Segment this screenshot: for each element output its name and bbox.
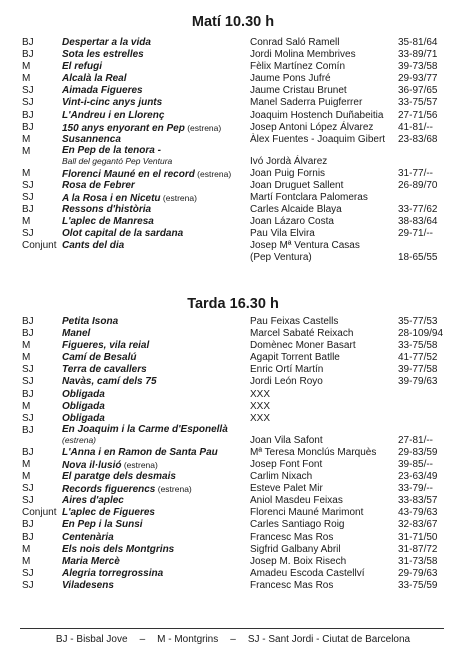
sardana-title-text: Rosa de Febrer bbox=[62, 179, 135, 191]
group-code: BJ bbox=[22, 519, 34, 531]
sardana-title bbox=[62, 97, 162, 109]
afternoon-section-title: Tarda 16.30 h bbox=[187, 296, 279, 312]
tirada-code: 39-77/58 bbox=[398, 364, 438, 376]
tirada-code: 39-79/63 bbox=[398, 376, 438, 388]
tirada-code: 32-83/67 bbox=[398, 519, 438, 531]
composer-name-text: XXX bbox=[250, 388, 271, 400]
premiere-note: (estrena) bbox=[194, 168, 232, 179]
tirada-code: 29-83/59 bbox=[398, 446, 438, 458]
program-row bbox=[0, 483, 466, 495]
composer-name-text: Josep Font Font bbox=[250, 458, 323, 470]
sardana-title bbox=[62, 328, 90, 340]
program-row bbox=[0, 316, 466, 328]
footer-legend-item: BJ - Bisbal Jove bbox=[55, 634, 128, 645]
composer-name-text: Joan Lázaro Costa bbox=[250, 216, 334, 228]
composer-name bbox=[250, 216, 334, 228]
program-row bbox=[0, 168, 466, 180]
group-code: BJ bbox=[22, 446, 34, 458]
group-code: BJ bbox=[22, 316, 34, 327]
group-code: SJ bbox=[22, 179, 34, 191]
group-code: SJ bbox=[22, 85, 34, 97]
composer-name-text: XXX bbox=[250, 412, 271, 424]
composer-name bbox=[250, 122, 373, 134]
premiere-note: (estrena) bbox=[121, 459, 158, 470]
program-row bbox=[0, 192, 466, 204]
program-row bbox=[0, 122, 466, 134]
tirada-code: 33-77/62 bbox=[398, 204, 438, 216]
composer-name-text: Manel Saderra Puigferrer bbox=[250, 97, 363, 109]
group-code: BJ bbox=[22, 424, 34, 436]
sardana-title-text: Despertar a la vida bbox=[62, 37, 151, 48]
group-code: M bbox=[22, 352, 31, 364]
group-code: M bbox=[22, 216, 31, 228]
sardana-title-text: Terra de cavallers bbox=[62, 364, 147, 376]
sardana-title-text: El paratge dels desmais bbox=[62, 471, 176, 483]
group-code: M bbox=[22, 133, 31, 145]
sardana-title-line2: (estrena) bbox=[62, 434, 97, 445]
composer-name-text: Joan Vila Safont bbox=[250, 434, 323, 446]
sardana-title bbox=[62, 228, 183, 240]
composer-name-text: Carlim Nixach bbox=[250, 471, 313, 483]
premiere-note: (estrena) bbox=[160, 193, 197, 204]
sardana-title bbox=[62, 425, 228, 445]
sardana-title-text: Manel bbox=[62, 328, 91, 340]
composer-name-text: Carles Santiago Roig bbox=[250, 519, 345, 531]
composer-name-text: Jaume Pons Jufré bbox=[250, 73, 331, 85]
group-code: SJ bbox=[22, 412, 34, 424]
group-code: Conjunt bbox=[22, 240, 57, 252]
premiere-note: (estrena) bbox=[184, 122, 222, 133]
program-row bbox=[0, 328, 466, 340]
tirada-code: 31-87/72 bbox=[398, 543, 438, 555]
composer-name-text: Pau Vila Elvira bbox=[250, 228, 315, 240]
composer-name bbox=[250, 180, 343, 192]
sardana-title-text: El refugi bbox=[62, 61, 103, 73]
tirada-code: 35-81/64 bbox=[398, 37, 438, 48]
composer-name-text: Josep Mª Ventura Casas bbox=[250, 240, 360, 252]
composer-name bbox=[250, 459, 322, 471]
sardana-title-text: En Pep de la tenora - bbox=[62, 144, 161, 156]
group-code: M bbox=[22, 400, 31, 412]
sardana-title-text: Els nois dels Montgrins bbox=[62, 543, 175, 555]
composer-name-text: Francesc Mas Ros bbox=[250, 531, 334, 543]
sardana-title-text: Sota les estrelles bbox=[62, 49, 144, 61]
program-row bbox=[0, 49, 466, 61]
sardana-title-text: Obligada bbox=[62, 412, 105, 424]
tirada-code: 31-77/-- bbox=[398, 167, 434, 179]
footer-separator: – bbox=[230, 634, 236, 645]
program-row bbox=[0, 216, 466, 228]
composer-name bbox=[250, 328, 353, 340]
composer-name bbox=[250, 532, 333, 544]
sardana-title-text: Aimada Figueres bbox=[62, 85, 143, 97]
composer-name-text: Joan Druguet Sallent bbox=[250, 179, 344, 191]
sardana-title-text: A la Rosa i en Nicetu bbox=[62, 193, 161, 205]
tirada-code: 33-75/58 bbox=[398, 340, 438, 352]
sardana-title bbox=[62, 146, 172, 166]
sardana-title bbox=[62, 180, 135, 192]
tirada-code: 18-65/55 bbox=[398, 252, 438, 264]
program-row bbox=[0, 580, 466, 592]
tirada-code: 41-77/52 bbox=[398, 352, 438, 364]
afternoon-program-list bbox=[0, 316, 466, 592]
sardana-title bbox=[62, 532, 114, 544]
sardana-title-text: L'Anna i en Ramon de Santa Pau bbox=[62, 446, 218, 458]
sardana-title bbox=[62, 471, 176, 483]
sardana-title-text: Obligada bbox=[62, 388, 105, 400]
program-row bbox=[0, 340, 466, 352]
sardana-title bbox=[62, 568, 163, 580]
composer-name-text: XXX bbox=[250, 400, 271, 412]
composer-name bbox=[250, 376, 323, 388]
composer-name bbox=[250, 316, 338, 328]
sardana-title bbox=[62, 580, 114, 592]
sardana-title-text: L'aplec de Manresa bbox=[62, 216, 154, 228]
composer-name bbox=[250, 471, 312, 483]
tirada-code: 27-71/56 bbox=[398, 109, 438, 121]
composer-name bbox=[250, 192, 368, 204]
group-code: M bbox=[22, 61, 31, 73]
group-code: SJ bbox=[22, 364, 34, 376]
tirada-code: 23-83/68 bbox=[398, 133, 438, 145]
composer-name-text: Enric Ortí Martín bbox=[250, 364, 324, 376]
program-row bbox=[0, 85, 466, 97]
tirada-code: 33-89/71 bbox=[398, 49, 438, 61]
composer-name bbox=[250, 435, 323, 447]
tirada-code: 28-109/94 bbox=[398, 328, 444, 340]
composer-name-text: Martí Fontclara Palomeras bbox=[250, 192, 368, 204]
tirada-code: 35-77/53 bbox=[398, 316, 438, 327]
sardana-title bbox=[62, 240, 124, 252]
group-code: BJ bbox=[22, 49, 34, 61]
program-row bbox=[0, 544, 466, 556]
composer-name bbox=[250, 483, 323, 495]
composer-name-text: Jaume Cristau Brunet bbox=[250, 85, 347, 97]
composer-name-text: Joan Puig Fornis bbox=[250, 167, 326, 179]
program-row bbox=[0, 532, 466, 544]
composer-name-text: Carles Alcaide Blaya bbox=[250, 204, 342, 216]
group-code: SJ bbox=[22, 376, 34, 388]
composer-name bbox=[250, 37, 340, 49]
program-row bbox=[0, 556, 466, 568]
sardana-title bbox=[62, 389, 105, 401]
tirada-code: 38-83/64 bbox=[398, 216, 438, 228]
sardana-title bbox=[62, 49, 144, 61]
sardana-title-text: Olot capital de la sardana bbox=[62, 228, 184, 240]
sardana-title bbox=[62, 495, 124, 507]
group-code: SJ bbox=[22, 483, 34, 495]
tirada-code: 33-75/59 bbox=[398, 579, 438, 591]
program-row bbox=[0, 204, 466, 216]
composer-name bbox=[250, 413, 270, 425]
composer-name-text: Josep Antoni López Álvarez bbox=[250, 121, 374, 133]
sardana-title bbox=[62, 376, 157, 388]
program-row bbox=[0, 519, 466, 531]
tirada-code: 33-79/-- bbox=[398, 483, 434, 495]
tirada-code: 33-75/57 bbox=[398, 97, 438, 109]
composer-name bbox=[250, 168, 325, 180]
tirada-code: 27-81/-- bbox=[398, 434, 434, 446]
composer-name bbox=[250, 340, 356, 352]
group-code: BJ bbox=[22, 109, 34, 121]
composer-name bbox=[250, 544, 341, 556]
sardana-title bbox=[62, 37, 151, 49]
program-row bbox=[0, 37, 466, 49]
group-code: SJ bbox=[22, 228, 34, 240]
group-code: M bbox=[22, 471, 31, 483]
composer-name bbox=[250, 156, 327, 168]
sardana-title bbox=[62, 507, 155, 519]
program-row bbox=[0, 376, 466, 388]
composer-name bbox=[250, 568, 365, 580]
group-code: M bbox=[22, 145, 31, 157]
program-row bbox=[0, 459, 466, 471]
sardana-title-text: L'Andreu i en Llorenç bbox=[62, 109, 165, 121]
group-code: BJ bbox=[22, 388, 34, 400]
composer-name bbox=[250, 110, 383, 122]
program-row bbox=[0, 61, 466, 73]
group-code: BJ bbox=[22, 328, 34, 340]
group-code: SJ bbox=[22, 579, 34, 591]
composer-name-text: Domènec Moner Basart bbox=[250, 340, 356, 352]
program-row bbox=[0, 73, 466, 85]
group-code: Conjunt bbox=[22, 507, 57, 519]
group-code: M bbox=[22, 458, 31, 470]
sardana-title-text: 150 anys enyorant en Pep bbox=[62, 122, 185, 134]
sardana-title-text: L'aplec de Figueres bbox=[62, 507, 155, 519]
composer-name-text: Amadeu Escoda Castellví bbox=[250, 567, 365, 579]
tirada-code: 29-93/77 bbox=[398, 73, 438, 85]
composer-name-text: Jordi Molina Membrives bbox=[250, 49, 356, 61]
sardana-title-text: Centenària bbox=[62, 531, 114, 543]
tirada-code: 29-79/63 bbox=[398, 567, 438, 579]
program-row bbox=[0, 110, 466, 122]
group-code: SJ bbox=[22, 567, 34, 579]
composer-name bbox=[250, 49, 356, 61]
composer-name-text: Esteve Palet Mir bbox=[250, 483, 323, 495]
composer-name-text: Fèlix Martínez Comín bbox=[250, 61, 346, 73]
sardana-title bbox=[62, 316, 118, 328]
composer-name-text: Ivó Jordà Álvarez bbox=[250, 155, 328, 167]
group-code: SJ bbox=[22, 495, 34, 507]
premiere-note: (estrena) bbox=[155, 484, 192, 495]
sardana-title bbox=[62, 544, 174, 556]
composer-name-text: Sigfrid Galbany Abril bbox=[250, 543, 341, 555]
composer-name bbox=[250, 134, 385, 146]
group-code: BJ bbox=[22, 531, 34, 543]
composer-name bbox=[250, 401, 270, 413]
composer-name-text: Joaquim Hostench Duñabeitia bbox=[250, 109, 384, 121]
composer-name-text: Aniol Masdeu Feixas bbox=[250, 495, 343, 507]
sardana-title-text: Nova il·lusió bbox=[62, 459, 122, 471]
program-row bbox=[0, 352, 466, 364]
sardana-title-text: Vint-i-cinc anys junts bbox=[62, 97, 163, 109]
footer-legend-item: M - Montgrins bbox=[157, 634, 219, 645]
composer-name-text: Agapit Torrent Batlle bbox=[250, 352, 340, 364]
sardana-title-text: Navàs, camí dels 75 bbox=[62, 376, 157, 388]
tirada-code: 43-79/63 bbox=[398, 507, 438, 519]
sardana-title-text: Alcalà la Real bbox=[62, 73, 127, 85]
group-code: M bbox=[22, 555, 31, 567]
sardana-title-text: Alegria torregrossina bbox=[62, 567, 164, 579]
program-row bbox=[0, 568, 466, 580]
composer-name bbox=[250, 240, 360, 264]
group-code: BJ bbox=[22, 37, 34, 48]
tirada-code: 33-83/57 bbox=[398, 495, 438, 507]
composer-name-text: Conrad Saló Ramell bbox=[250, 37, 340, 48]
composer-name-text: Jordi León Royo bbox=[250, 376, 323, 388]
composer-name-text: Àlex Fuentes - Joaquim Gibert bbox=[250, 133, 386, 145]
sardana-title bbox=[62, 401, 105, 413]
sardana-title-line2: Ball del gegantó Pep Ventura bbox=[62, 155, 173, 166]
program-row bbox=[0, 228, 466, 240]
program-row bbox=[0, 447, 466, 459]
composer-name-text: Josep M. Boix Risech bbox=[250, 555, 347, 567]
sardana-title bbox=[62, 364, 147, 376]
footer-divider bbox=[20, 628, 444, 629]
composer-name bbox=[250, 507, 363, 519]
sardana-title-text: Camí de Besalú bbox=[62, 352, 137, 364]
tirada-code: 31-73/58 bbox=[398, 555, 438, 567]
program-row bbox=[0, 471, 466, 483]
program-row bbox=[0, 495, 466, 507]
composer-name-text: Pau Feixas Castells bbox=[250, 316, 339, 327]
sardana-title bbox=[62, 110, 164, 122]
sardana-title bbox=[62, 340, 149, 352]
program-row bbox=[0, 146, 466, 168]
program-row bbox=[0, 401, 466, 413]
sardana-title bbox=[62, 216, 154, 228]
program-row bbox=[0, 180, 466, 192]
group-code: M bbox=[22, 543, 31, 555]
tirada-code: 36-97/65 bbox=[398, 85, 438, 97]
tirada-code: 39-85/-- bbox=[398, 458, 434, 470]
composer-name bbox=[250, 447, 376, 459]
tirada-code: 26-89/70 bbox=[398, 179, 438, 191]
tirada-code: 29-71/-- bbox=[398, 228, 434, 240]
composer-name-text: Mª Teresa Monclús Marquès bbox=[250, 446, 377, 458]
morning-section-title: Matí 10.30 h bbox=[191, 14, 275, 30]
sardana-title bbox=[62, 556, 120, 568]
composer-name bbox=[250, 364, 323, 376]
group-code: M bbox=[22, 340, 31, 352]
sardana-title bbox=[62, 447, 218, 459]
composer-name bbox=[250, 228, 315, 240]
composer-name-text: Francesc Mas Ros bbox=[250, 579, 334, 591]
sardana-title-text: Obligada bbox=[62, 400, 105, 412]
sardana-title bbox=[62, 73, 126, 85]
composer-name-line2: (Pep Ventura) bbox=[250, 252, 312, 264]
program-row bbox=[0, 364, 466, 376]
composer-name bbox=[250, 61, 345, 73]
sardana-title-text: Petita Isona bbox=[62, 316, 119, 327]
composer-name bbox=[250, 97, 362, 109]
sardana-title-text: Florenci Mauné en el record bbox=[62, 168, 195, 180]
sardana-title bbox=[62, 204, 151, 216]
sardana-title-text: En Pep i la Sunsi bbox=[62, 519, 143, 531]
composer-name-text: Marcel Sabaté Reixach bbox=[250, 328, 354, 340]
sardana-title bbox=[62, 85, 143, 97]
sardana-title-text: Susannenca bbox=[62, 133, 121, 145]
tirada-code: 41-81/-- bbox=[398, 121, 434, 133]
sardana-title bbox=[62, 519, 143, 531]
program-row bbox=[0, 97, 466, 109]
group-code: M bbox=[22, 167, 31, 179]
sardana-title bbox=[62, 61, 102, 73]
sardana-title bbox=[62, 352, 136, 364]
composer-name bbox=[250, 85, 347, 97]
sardana-title-text: Records figuerencs bbox=[62, 484, 156, 496]
group-code: BJ bbox=[22, 204, 34, 216]
sardana-title-text: Maria Mercè bbox=[62, 555, 120, 567]
program-row bbox=[0, 240, 466, 264]
sardana-title-text: Figueres, vila reial bbox=[62, 340, 150, 352]
composer-name bbox=[250, 204, 342, 216]
footer-separator: – bbox=[139, 634, 146, 645]
composer-name bbox=[250, 73, 331, 85]
group-code: SJ bbox=[22, 97, 34, 109]
tirada-code: 31-71/50 bbox=[398, 531, 438, 543]
composer-name bbox=[250, 389, 270, 401]
sardana-title-text: Cants del dia bbox=[62, 240, 125, 252]
program-row bbox=[0, 507, 466, 519]
morning-program-list bbox=[0, 37, 466, 264]
sardana-title-text: Viladesens bbox=[62, 579, 114, 591]
group-code: SJ bbox=[22, 192, 34, 204]
composer-name bbox=[250, 556, 346, 568]
footer-legend-item: SJ - Sant Jordi - Ciutat de Barcelona bbox=[247, 634, 411, 645]
sardana-title-text: Ressons d'història bbox=[62, 204, 152, 216]
group-code: BJ bbox=[22, 121, 34, 133]
tirada-code: 23-63/49 bbox=[398, 471, 438, 483]
program-row bbox=[0, 389, 466, 401]
sardana-title-text: Aires d'aplec bbox=[62, 495, 124, 507]
program-row bbox=[0, 425, 466, 447]
composer-name bbox=[250, 352, 340, 364]
tirada-code: 39-73/58 bbox=[398, 61, 438, 73]
composer-name bbox=[250, 580, 333, 592]
composer-name bbox=[250, 519, 345, 531]
composer-name bbox=[250, 495, 343, 507]
composer-name-text: Florenci Mauné Marimont bbox=[250, 507, 364, 519]
group-code: M bbox=[22, 73, 31, 85]
sardana-title-text: En Joaquim i la Carme d'Esponellà bbox=[62, 423, 228, 435]
footer-legend bbox=[0, 634, 466, 645]
